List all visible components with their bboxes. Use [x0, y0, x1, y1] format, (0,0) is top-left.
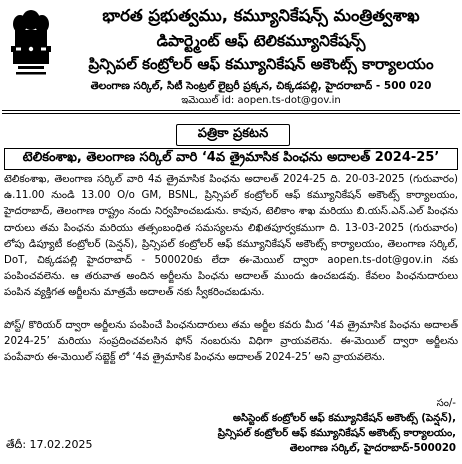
ministry-title: భారత ప్రభుత్వము, కమ్యూనికేషన్స్ మంత్రిత్వశాఖ [102, 6, 420, 25]
date-value: 17.02.2025 [29, 438, 93, 451]
body-paragraph-1: టెలికంశాఖ, తెలంగాణ సర్కిల్ వారి 4వ త్రైమాసిక పింఛను అదాలత్ 2024-25 ది. 20-03-2025 (గురువారం) ఉ.11.00 నుండి 13.00 O/o GM, BSNL, ప్రిన్సిపల్ కంట్రోలర్ ఆఫ్ కమ్యూనికేషన్ అకౌంట్స్ కార్యాలయం, హైదరాబాద్, తెలంగాణ రాష్ట్రం నందు నిర్వహించబడును. కావున, టెలికాం శాఖ మరియు బి.యస్.ఎన్.ఎల్ పింఛను దారులు తమ పింఛను మరియు తత్సంబంధిత సమస్యలను లిఖితపూర్వకముగా ది. 13-03-2025 (గురువారం) లోపు డిప్యూటీ కంట్రోలర్ (పెన్షన్), ప్రిన్సిపల్ కంట్రోలర్ ఆఫ్ కమ్యూనికేషన్ అకౌంట్స్ కార్యాలయం, తెలంగాణ సర్కిల్, DoT, చిక్కడపల్లి హైదరాబాద్ - 500020కు లేదా ఈ-మెయిల్ ద్వారా aopen.ts-dot@gov.in నకు పంపించవలెను. ఆ తరువాత అందిన అర్జీలను పింఛను అదాలత్ ముందు ఉంచబడవు. కేవలం పింఛనుదారులు పంపిన వ్యక్తిగత అర్జీలను మాత్రమే అదాలత్ నకు స్వీకరించబడును. [4, 174, 458, 299]
signatory-address: తెలంగాణ సర్కిల్, హైదరాబాద్-500020 [289, 443, 456, 454]
office-email: ఇమెయిల్ id: aopen.ts-dot@gov.in [181, 95, 341, 106]
signatory-designation: అసిస్టెంట్ కంట్రోలర్ ఆఫ్ కమ్యూనికేషన్ అకౌంట్స్ (పెన్షన్), [232, 413, 456, 424]
office-address: తెలంగాణ సర్కిల్, సిటీ సెంట్రల్ లైబ్రరీ ప్రక్కన, చిక్కడపల్లి, హైదరాబాద్ - 500 020 [90, 80, 432, 92]
ashoka-emblem-icon [6, 6, 56, 80]
department-title: డిపార్ట్మెంట్ ఆఫ్ టెలికమ్యూనికేషన్స్ [156, 32, 366, 50]
office-title: ప్రిన్సిపల్ కంట్రోలర్ ఆఫ్ కమ్యూనికేషన్ అకౌంట్స్ కార్యాలయం [88, 55, 434, 73]
header-divider-top [2, 110, 460, 111]
body-paragraph-2: పోస్ట్/ కొరియర్ ద్వారా అర్జీలను పంపించే పింఛనుదారులు తమ అర్జీల కవరు మీద ‘4వ త్రైమాసిక పింఛను అదాలత్ 2024-25’ మరియు సంప్రదించవలసిన ఫోన్ నంబరును విధిగా వ్రాయవలెను. ఈ-మెయిల్ ద్వారా అర్జీలను పంపేవారు ఈ-మెయిల్ సబ్జెక్ట్ లో ‘4వ త్రైమాసిక పింఛను అదాలత్ 2024-25’ అని వ్రాయవలెను. [4, 320, 458, 364]
subject-line: టెలికంశాఖ, తెలంగాణ సర్కిల్ వారి ‘4వ త్రైమాసిక పింఛను అదాలత్ 2024-25’ [4, 148, 458, 170]
letterhead [0, 0, 462, 104]
press-release-heading: పత్రికా ప్రకటన [176, 124, 290, 146]
signature-block [156, 396, 456, 456]
signature-mark: సం/- [436, 398, 456, 409]
signatory-office: ప్రిన్సిపల్ కంట్రోలర్ ఆఫ్ కమ్యూనికేషన్ అకౌంట్స్ కార్యాలయం, [217, 428, 456, 439]
header-divider-bottom [2, 113, 460, 114]
date-line [6, 438, 93, 454]
date-label: తేదీ: [6, 438, 27, 451]
